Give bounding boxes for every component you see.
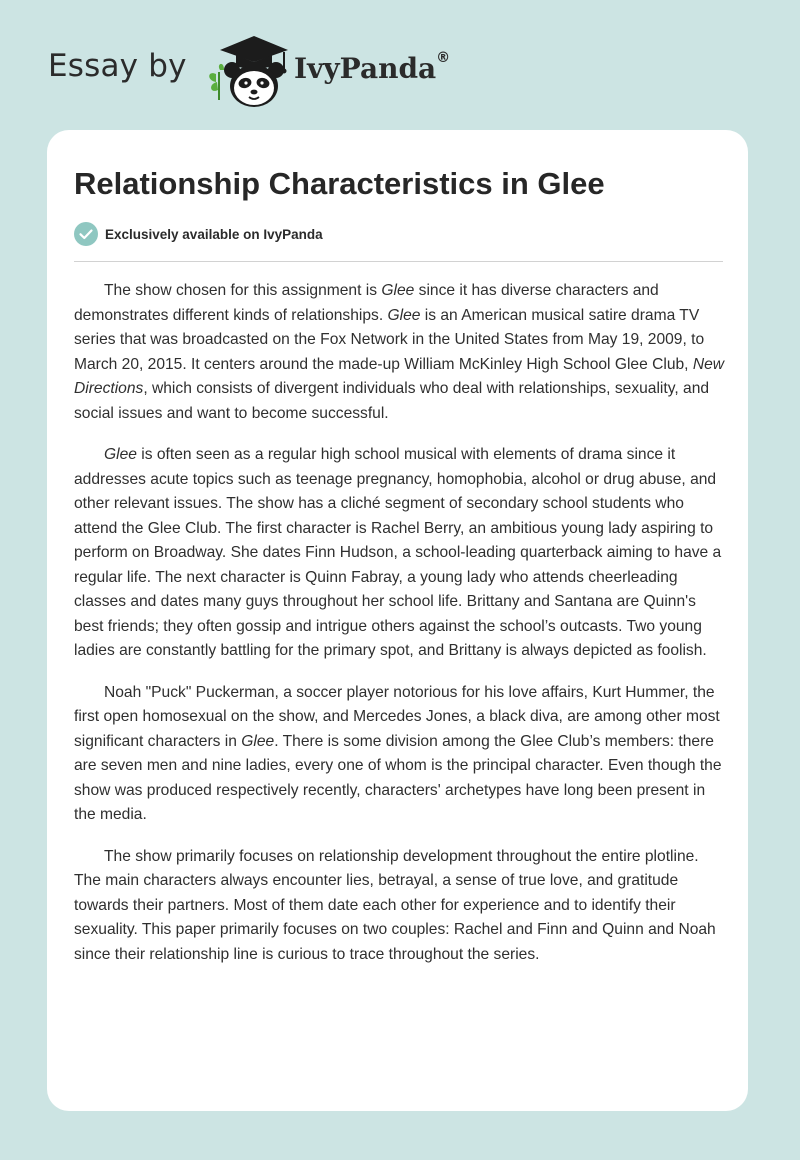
divider	[74, 261, 723, 262]
essay-body	[74, 279, 726, 984]
paragraph-text: The show chosen for this assignment is	[104, 282, 382, 299]
site-header	[48, 30, 548, 110]
paragraph-text: . There is some division among the Glee Club’s members: there are seven men and nine ladies, every one of whom is the principal character. Even though the show was produced respectively recently, characters' archetypes have long been present in the media.	[74, 732, 722, 823]
italic-title-text: Glee	[387, 306, 421, 324]
essay-paragraph	[74, 443, 726, 664]
check-circle-icon	[74, 222, 98, 246]
italic-title-text: Glee	[104, 446, 137, 463]
registered-mark: ®	[436, 50, 451, 66]
italic-title-text: Glee	[381, 282, 415, 299]
paragraph-text: is often seen as a regular high school musical with elements of drama since it addresses acute topics such as teenage pregnancy, homophobia, alcohol or drug abuse, and other relevant issues. The show has a cliché segment of secondary school students who attend the Glee Club. The first character is Rachel Berry, an ambitious young lady aspiring to perform on Broadway. She dates Finn Hudson, a school-leading quarterback aiming to have a regular life. The next character is Quinn Fabray, a young lady who attends cheerleading classes and dates many guys throughout her school life. Brittany and Santana are Quinn's best friends; they often gossip and intrigue others against the school’s outcasts. Two young ladies are constantly battling for the primary spot, and Brittany is always depicted as foolish.	[74, 446, 722, 659]
italic-title-text: New Directions	[74, 355, 725, 397]
brand-name-text: IvyPanda	[294, 52, 437, 85]
article-card	[47, 130, 748, 1111]
exclusive-badge	[74, 222, 323, 246]
essay-by-label: Essay by	[48, 48, 187, 84]
paragraph-text: , which consists of divergent individuals who deal with relationships, sexuality, and social issues and want to become successful.	[74, 380, 710, 422]
paragraph-text: The show primarily focuses on relationship development throughout the entire plotline. The main characters always encounter lies, betrayal, a sense of true love, and gratitude towards their partners. Most of them date each other for experience and to identify their sexuality. This paper primarily focuses on two couples: Rachel and Finn and Quinn and Noah since their relationship line is curious to trace throughout the series.	[74, 847, 716, 963]
exclusive-badge-text: Exclusively available on IvyPanda	[105, 226, 323, 242]
essay-paragraph	[74, 845, 726, 968]
brand-name[interactable]	[294, 52, 450, 85]
paragraph-text: Noah "Puck" Puckerman, a soccer player notorious for his love affairs, Kurt Hummer, the first open homosexual on the show, and Mercedes Jones, a black diva, are among other most significant characters in	[74, 683, 720, 750]
essay-paragraph	[74, 279, 726, 426]
essay-paragraph	[74, 681, 726, 828]
italic-title-text: Glee	[241, 732, 275, 750]
page-title: Relationship Characteristics in Glee	[74, 166, 605, 201]
paragraph-text: since it has diverse characters and demonstrates different kinds of relationships.	[74, 282, 659, 324]
panda-graduation-cap-icon[interactable]	[202, 30, 294, 110]
paragraph-text: is an American musical satire drama TV series that was broadcasted on the Fox Network in the United States from May 19, 2009, to March 20, 2015. It centers around the made-up William McKinley High School Glee Club,	[74, 306, 705, 373]
